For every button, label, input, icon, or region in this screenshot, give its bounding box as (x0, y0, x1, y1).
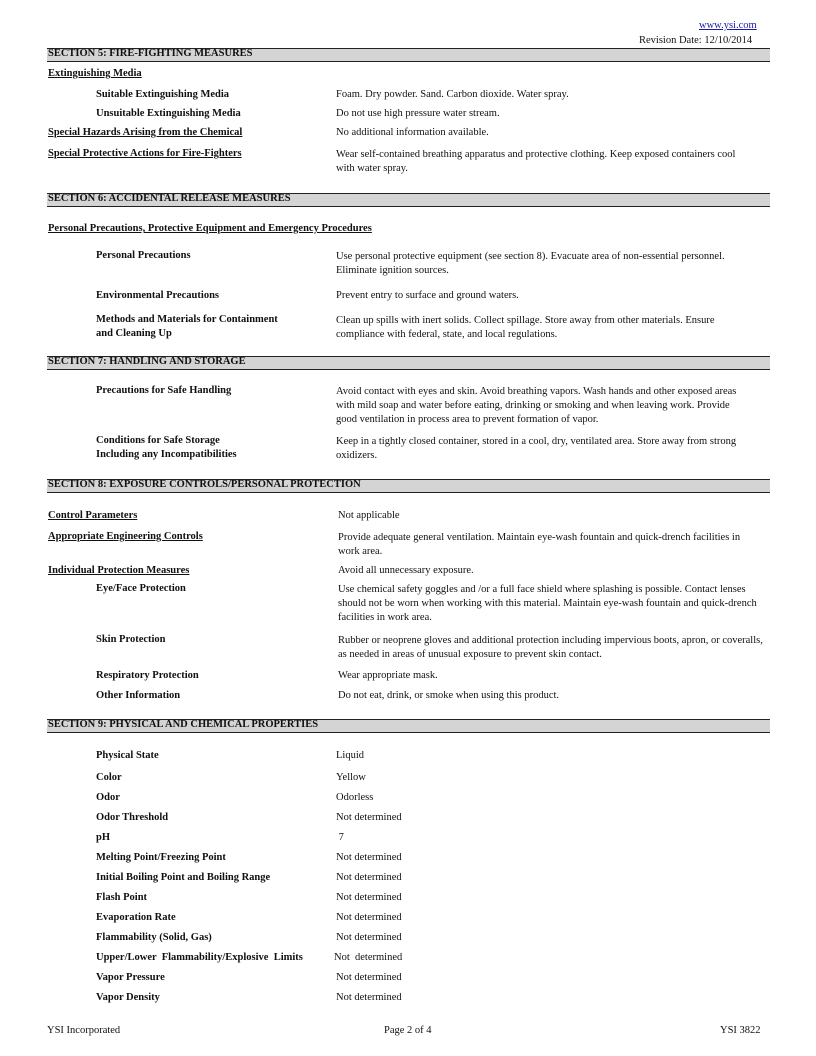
individual-protection-value: Avoid all unnecessary exposure. (338, 565, 474, 576)
protective-actions-value: Wear self-contained breathing apparatus and protective clothing. Keep exposed containers cool with water spray. (336, 149, 736, 174)
eye-face-label: Eye/Face Protection (96, 583, 186, 594)
property-value: Liquid (336, 750, 364, 761)
other-information-label: Other Information (96, 690, 181, 701)
control-parameters-value: Not applicable (338, 510, 400, 521)
safe-handling-label: Precautions for Safe Handling (96, 385, 232, 396)
special-hazards-label: Special Hazards Arising from the Chemical (48, 127, 243, 138)
special-hazards-value: No additional information available. (336, 127, 489, 138)
property-label: Upper/Lower Flammability/Explosive Limits (96, 952, 303, 963)
individual-protection-label: Individual Protection Measures (48, 565, 190, 576)
property-label: Evaporation Rate (96, 912, 176, 923)
property-value: Not determined (336, 992, 402, 1003)
extinguishing-media-heading: Extinguishing Media (48, 68, 142, 79)
personal-precautions-label: Personal Precautions (96, 250, 191, 261)
safe-storage-label-line-1: Conditions for Safe Storage (96, 435, 220, 446)
respiratory-protection-value: Wear appropriate mask. (338, 670, 438, 681)
safe-storage-value: Keep in a tightly closed container, stored in a cool, dry, ventilated area. Store away from strong oxidizers. (336, 436, 737, 461)
safe-handling-value: Avoid contact with eyes and skin. Avoid breathing vapors. Wash hands and other exposed areas with mild soap and water before eating, drinking or smoking and when leaving work. Provide good ventilation in process area to prevent formation of vapor. (336, 386, 737, 425)
other-information-value: Do not eat, drink, or smoke when using this product. (338, 690, 560, 701)
property-label: Vapor Density (96, 992, 160, 1003)
property-value: Yellow (336, 772, 366, 783)
property-value: Odorless (336, 792, 374, 803)
property-label: Odor Threshold (96, 812, 169, 823)
eye-face-value: Use chemical safety goggles and /or a full face shield where splashing is possible. Contact lenses should not be worn when working with this material. Maintain eye-wash fountain and quick-drench facilities in work area. (338, 584, 757, 623)
property-label: Odor (96, 792, 120, 803)
methods-label-line-1: Methods and Materials for Containment (96, 314, 278, 325)
revision-date: Revision Date: 12/10/2014 (639, 35, 753, 46)
section-9-header (47, 719, 770, 733)
environmental-precautions-value: Prevent entry to surface and ground waters. (336, 290, 519, 301)
unsuitable-media-value: Do not use high pressure water stream. (336, 108, 500, 119)
footer-page-number: Page 2 of 4 (384, 1025, 432, 1036)
property-value: Not determined (334, 952, 403, 963)
footer-company: YSI Incorporated (47, 1025, 121, 1036)
property-label: Physical State (96, 750, 159, 761)
property-value: Not determined (336, 892, 402, 903)
engineering-controls-label: Appropriate Engineering Controls (48, 531, 203, 542)
methods-value: Clean up spills with inert solids. Collect spillage. Store away from other materials. Ensure compliance with federal, state, and local regulations. (336, 315, 715, 340)
section-9-title: SECTION 9: PHYSICAL AND CHEMICAL PROPERTIES (48, 719, 319, 730)
property-value: Not determined (336, 852, 402, 863)
property-value: Not determined (336, 872, 402, 883)
engineering-controls-value: Provide adequate general ventilation. Maintain eye-wash fountain and quick-drench facilities in work area. (338, 532, 741, 557)
personal-precautions-value: Use personal protective equipment (see section 8). Evacuate area of non-essential personnel. Eliminate ignition sources. (336, 251, 725, 276)
property-value: Not determined (336, 812, 402, 823)
suitable-media-value: Foam. Dry powder. Sand. Carbon dioxide. Water spray. (336, 89, 569, 100)
property-label: Flammability (Solid, Gas) (96, 932, 212, 943)
skin-protection-label: Skin Protection (96, 634, 166, 645)
property-label: Melting Point/Freezing Point (96, 852, 226, 863)
methods-label-line-2: and Cleaning Up (96, 328, 172, 339)
environmental-precautions-label: Environmental Precautions (96, 290, 219, 301)
protective-actions-label: Special Protective Actions for Fire-Fighters (48, 148, 242, 159)
section-5-title: SECTION 5: FIRE-FIGHTING MEASURES (48, 48, 253, 59)
property-value: Not determined (336, 912, 402, 923)
unsuitable-media-label: Unsuitable Extinguishing Media (96, 108, 241, 119)
property-value: 7 (336, 832, 344, 843)
property-label: Initial Boiling Point and Boiling Range (96, 872, 271, 883)
property-label: Flash Point (96, 892, 148, 903)
suitable-media-label: Suitable Extinguishing Media (96, 89, 230, 100)
section-6-title: SECTION 6: ACCIDENTAL RELEASE MEASURES (48, 193, 291, 204)
property-value: Not determined (336, 972, 402, 983)
safe-storage-label-line-2: Including any Incompatibilities (96, 449, 237, 460)
property-label: Vapor Pressure (96, 972, 165, 983)
section-5-header (47, 48, 770, 62)
property-label: Color (96, 772, 122, 783)
property-label: pH (96, 832, 111, 843)
respiratory-protection-label: Respiratory Protection (96, 670, 199, 681)
section-7-header (47, 356, 770, 370)
control-parameters-label: Control Parameters (48, 510, 138, 521)
section-8-title: SECTION 8: EXPOSURE CONTROLS/PERSONAL PROTECTION (48, 479, 361, 490)
footer-product-code: YSI 3822 (720, 1025, 761, 1036)
personal-precautions-heading: Personal Precautions, Protective Equipment and Emergency Procedures (48, 223, 372, 234)
section-7-title: SECTION 7: HANDLING AND STORAGE (48, 356, 246, 367)
property-value: Not determined (336, 932, 402, 943)
skin-protection-value: Rubber or neoprene gloves and additional protection including impervious boots, apron, or coveralls, as needed in areas of unusual exposure to prevent skin contact. (338, 635, 763, 660)
website-link[interactable]: www.ysi.com (699, 20, 757, 31)
section-6-header (47, 193, 770, 207)
section-8-header (47, 479, 770, 493)
